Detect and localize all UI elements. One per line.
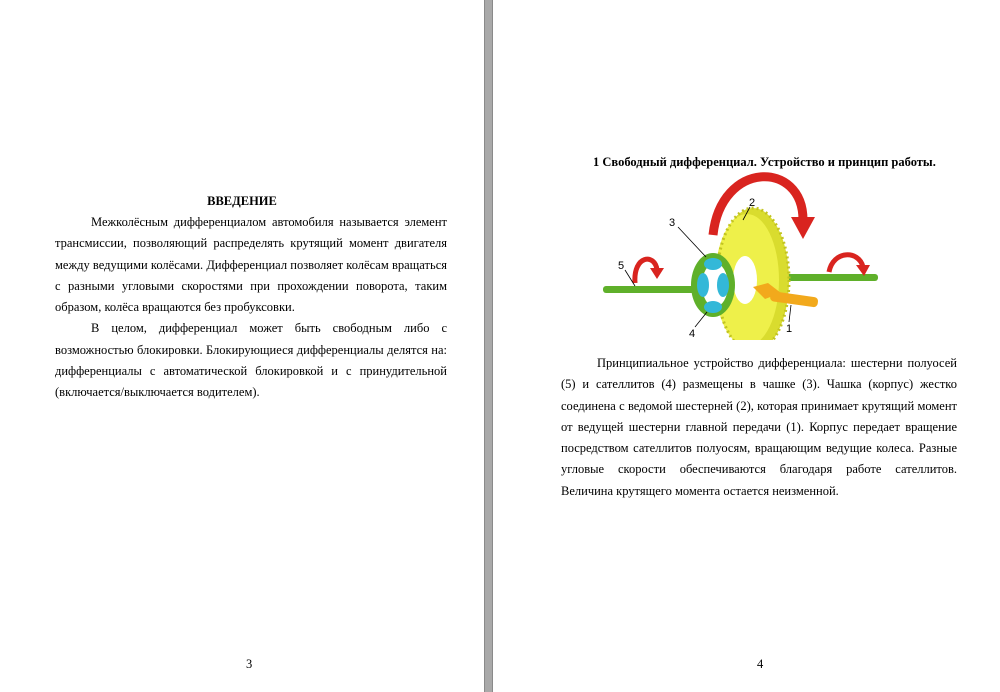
label-2: 2 [749, 197, 756, 209]
page-number: 3 [246, 657, 253, 671]
paragraph: Принципиальное устройство дифференциала: шестерни полуосей (5) и сателлитов (4) размещены в чашке (3). Чашка (корпус) жестко соединена с ведомой шестерней (2), которая принимает крутящий момент от ведущей шестерни главной передачи (1). Корпус передает вращение посредством сателлитов полуосям, вращающим ведущие колеса. Разные угловые скорости обеспечиваются благодаря работе сателлитов. Величина крутящего момента остается неизменной. [561, 356, 957, 498]
spider-gear-top [704, 258, 722, 270]
page-number: 4 [757, 657, 764, 671]
description-text [561, 353, 957, 502]
spider-gear-bottom [704, 301, 722, 313]
rotation-arrow-right [829, 255, 863, 272]
paragraph: В целом, дифференциал может быть свободным либо с возможностью блокировки. Блокирующиеся дифференциалы делятся на: дифференциалы с автоматической блокировкой и с принудительной (включается/выключается водителем). [55, 321, 447, 400]
section-heading: 1 Свободный дифференциал. Устройство и принцип работы. [593, 155, 936, 169]
label-5: 5 [618, 260, 625, 272]
callout-line-4 [695, 312, 707, 327]
rotation-arrow-large-head [791, 217, 815, 239]
section-heading: ВВЕДЕНИЕ [207, 194, 277, 208]
callout-line-3 [678, 227, 706, 257]
label-4: 4 [689, 328, 696, 340]
side-gear-left [697, 273, 709, 297]
intro-text [55, 212, 447, 404]
page-4 [493, 0, 1000, 692]
page-3 [0, 0, 484, 692]
callout-line-1 [789, 305, 791, 322]
differential-diagram [603, 165, 883, 340]
label-1: 1 [786, 323, 793, 335]
label-3: 3 [669, 217, 676, 229]
side-gear-right [717, 273, 729, 297]
rotation-arrow-left-head [650, 268, 664, 279]
ring-gear-hub [733, 256, 757, 304]
paragraph: Межколёсным дифференциалом автомобиля называется элемент трансмиссии, позволяющий распределять крутящий момент двигателя между ведущими колёсами. Дифференциал позволяет колёсам вращаться с разными угловыми скоростями при прохождении поворота, таким образом, колёса вращаются без пробуксовки. [55, 215, 447, 315]
page-gap [484, 0, 493, 692]
